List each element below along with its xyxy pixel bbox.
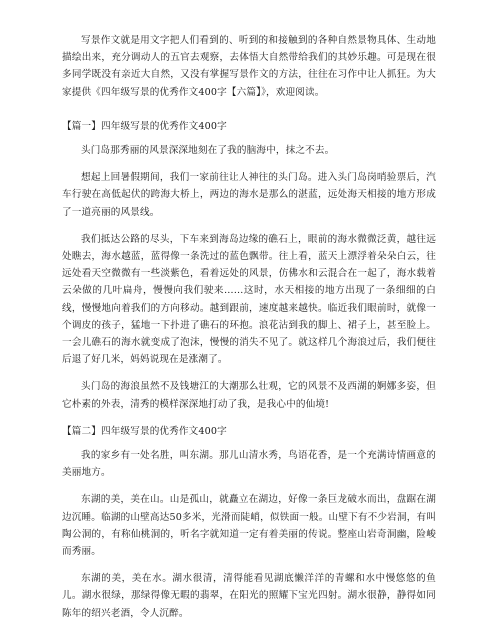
section-1-paragraph-3: 我们抵达公路的尽头，下车来到海岛边缘的礁石上，眼前的海水微微泛黄，越往远处瞧去，海水越蓝，蓝得像一条洗过的蓝色飘带。往上看，蓝天上漂浮着朵朵白云，往远处看天空微微有一些淡紫色，看着远处的风景，仿佛水和云混合在一起了，海水载着云朵做的几叶扁舟，慢慢向我们驶来……这时，水天相接的地方出现了一条细细的白线，慢慢地向着我们的方向移动。越到跟前，速度越来越快。临近我们眼前时，就像一个调皮的孩子，猛地一下扑进了礁石的环抱。浪花沾到我的脚上、裙子上，甚至脸上。一会儿礁石的海水就变成了泡沫，慢慢的消失不见了。就这样几个海浪过后，我们便往后退了好几米，妈妈说现在是涨潮了。 bbox=[62, 233, 436, 366]
section-1-paragraph-2: 想起上回暑假期间，我们一家前往让人神往的头门岛。进入头门岛岗哨验票后，汽车行驶在高低起伏的跨海大桥上，两边的海水是那么的湛蓝，远处海天相接的地方形成了一道亮丽的风景线。 bbox=[62, 172, 436, 218]
section-heading-2: 【篇二】四年级写景的优秀作文400字 bbox=[62, 425, 227, 437]
document-body bbox=[62, 0, 436, 622]
section-1-paragraph-4: 头门岛的海浪虽然不及钱塘江的大潮那么壮观，它的风景不及西湖的婀娜多姿，但它朴素的外表，清秀的模样深深地打动了我，是我心中的仙境! bbox=[62, 381, 436, 410]
section-2-paragraph-3: 东湖的美，美在水。湖水很清，清得能看见湖底懒洋洋的青螺和水中慢悠悠的鱼儿。湖水很绿，那绿得像无暇的翡翠，在阳光的照耀下宝光四射。湖水很静，静得如同陈年的绍兴老酒，令人沉醉。 bbox=[62, 573, 436, 619]
section-2-paragraph-2: 东湖的美，美在山。山是孤山，就矗立在湖边，好像一条巨龙破水而出，盘踞在湖边沉睡。临湖的山壁高达50多米，光滑而陡峭，似铁面一般。山壁下有不少岩洞，有叫陶公洞的，有称仙桃洞的，听名字就知道一定有着美丽的传说。整座山岩奇洞幽，险峻而秀丽。 bbox=[62, 494, 436, 558]
section-heading-1: 【篇一】四年级写景的优秀作文400字 bbox=[62, 120, 227, 132]
section-2-paragraph-1: 我的家乡有一处名胜，叫东湖。那儿山清水秀，鸟语花香，是一个充满诗情画意的美丽地方。 bbox=[62, 450, 436, 479]
section-1-paragraph-1: 头门岛那秀丽的风景深深地刻在了我的脑海中，抹之不去。 bbox=[81, 145, 335, 157]
intro-paragraph: 写景作文就是用文字把人们看到的、听到的和接触到的各种自然景物具体、生动地描绘出来，充分调动人的五官去观察，去体悟大自然带给我们的其妙乐趣。可是现在很多同学既没有亲近大自然，又没有掌握写景作文的方法，往往在习作中让人抓狂。为大家提供《四年级写景的优秀作文400字【六篇】》，欢迎阅读。 bbox=[62, 35, 436, 98]
